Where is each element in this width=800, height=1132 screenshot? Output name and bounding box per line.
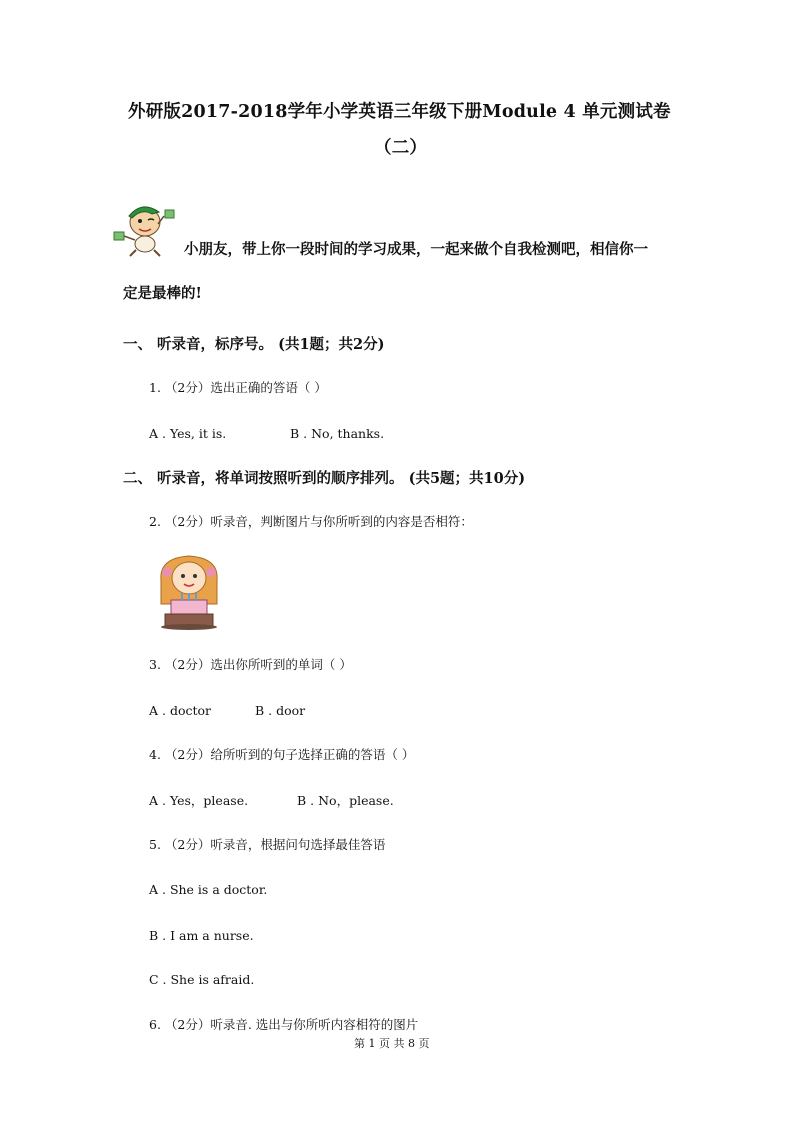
question-stem-2: 2. （2分）听录音，判断图片与你所听到的内容是否相符： <box>149 514 473 529</box>
question-1-option-b: B . No, thanks. <box>290 426 385 441</box>
intro-text-line1: 小朋友，带上你一段时间的学习成果，一起来做个自我检测吧，相信你一 <box>184 241 648 258</box>
page-footer: 第 1 页 共 8 页 <box>354 1037 430 1050</box>
question-stem-1: 1. （2分）选出正确的答语（ ） <box>149 380 327 395</box>
question-5-option-b: B . I am a nurse. <box>149 928 254 943</box>
girl-with-birthday-cake-image <box>155 552 223 632</box>
question-5-option-a: A . She is a doctor. <box>149 882 268 897</box>
section-heading-2: 二、 听录音，将单词按照听到的顺序排列。 (共5题；共10分) <box>123 470 526 487</box>
section-heading-1: 一、 听录音，标序号。 (共1题；共2分) <box>123 336 385 353</box>
question-3-option-b: B . door <box>255 703 306 718</box>
question-4-option-a: A . Yes，please. <box>149 793 249 808</box>
question-stem-6: 6. （2分）听录音. 选出与你所听内容相符的图片 <box>149 1017 419 1032</box>
question-stem-3: 3. （2分）选出你所听到的单词（ ） <box>149 657 352 672</box>
question-stem-5: 5. （2分）听录音，根据问句选择最佳答语 <box>149 837 386 852</box>
question-5-option-c: C . She is afraid. <box>149 972 255 987</box>
question-3-option-a: A . doctor <box>149 703 211 718</box>
question-4-option-b: B . No，please. <box>297 793 394 808</box>
question-stem-4: 4. （2分）给所听到的句子选择正确的答语（ ） <box>149 747 415 762</box>
cartoon-boy-mascot-icon <box>112 202 178 258</box>
page-title-suffix: （二） <box>374 138 428 158</box>
intro-text-line2: 定是最棒的! <box>123 285 202 302</box>
page-title: 外研版2017-2018学年小学英语三年级下册Module 4 单元测试卷 <box>128 102 671 122</box>
question-1-option-a: A . Yes, it is. <box>149 426 227 441</box>
